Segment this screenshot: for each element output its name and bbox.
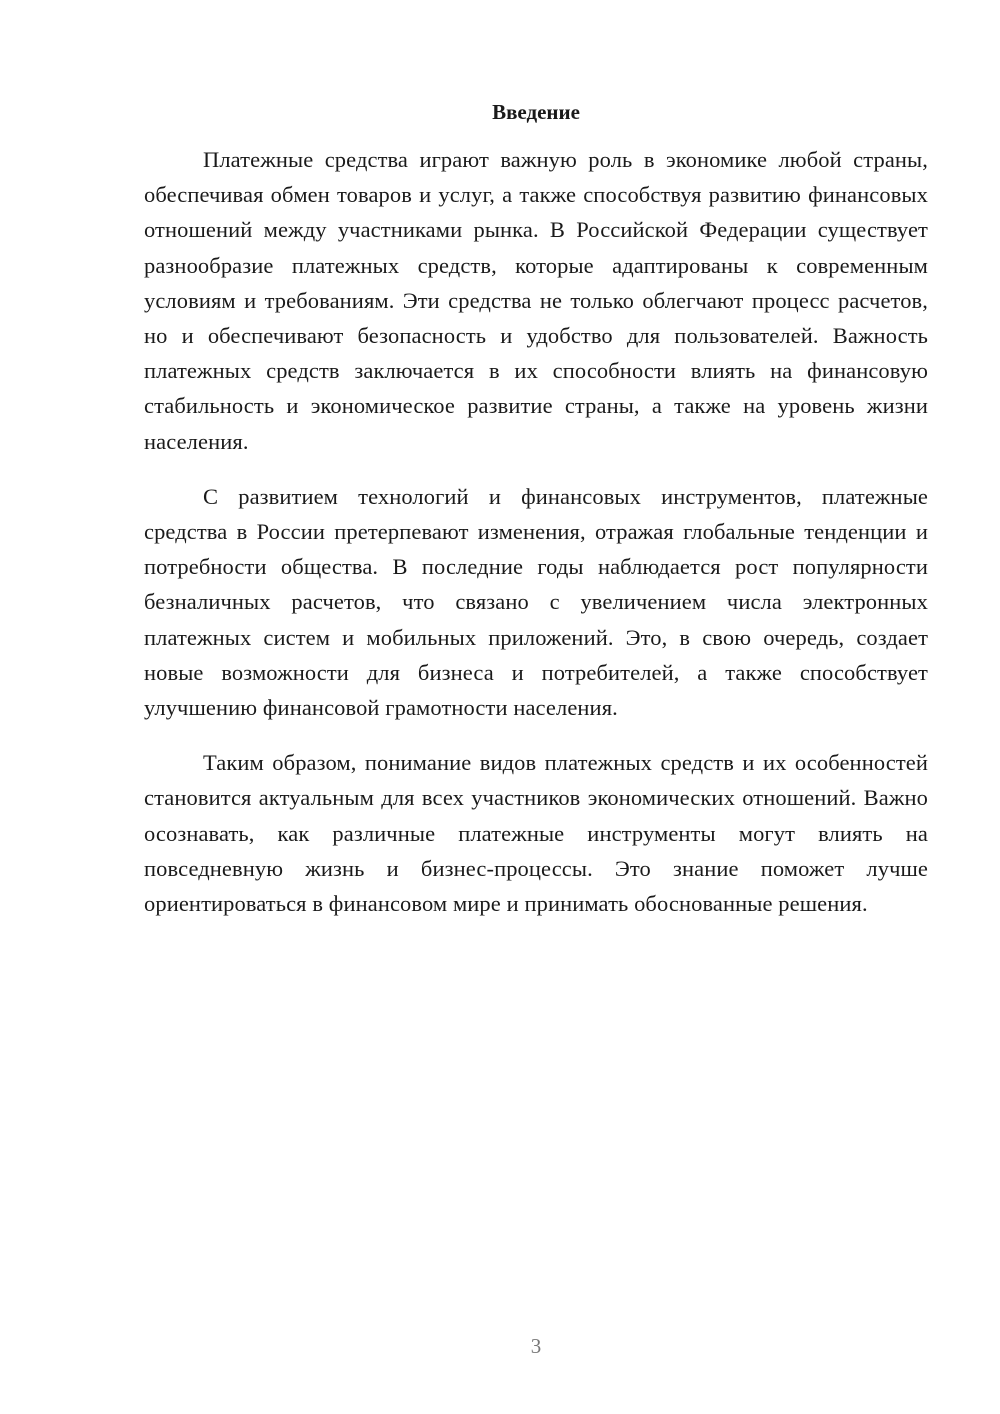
section-title: Введение xyxy=(492,100,580,124)
page-number: 3 xyxy=(530,1334,542,1358)
paragraph-2: С развитием технологий и финансовых инструментов, платежные средства в России претерпевают изменения, отражая глобальные тенденции и потребности общества. В последние годы наблюдается рост популярности безналичных расчетов, что связано с увеличением числа электронных платежных систем и мобильных приложений. Это, в свою очередь, создает новые возможности для бизнеса и потребителей, а также способствует улучшению финансовой грамотности населения. xyxy=(144,483,928,721)
document-body xyxy=(144,142,928,941)
paragraph-1: Платежные средства играют важную роль в экономике любой страны, обеспечивая обмен товаров и услуг, а также способствуя развитию финансовых отношений между участниками рынка. В Российской Федерации существует разнообразие платежных средств, которые адаптированы к современным условиям и требованиям. Эти средства не только облегчают процесс расчетов, но и обеспечивают безопасность и удобство для пользователей. Важность платежных средств заключается в их способности влиять на финансовую стабильность и экономическое развитие страны, а также на уровень жизни населения. xyxy=(144,147,928,454)
paragraph-3: Таким образом, понимание видов платежных средств и их особенностей становится актуальным для всех участников экономических отношений. Важно осознавать, как различные платежные инструменты могут влиять на повседневную жизнь и бизнес-процессы. Это знание поможет лучше ориентироваться в финансовом мире и принимать обоснованные решения. xyxy=(144,750,928,917)
